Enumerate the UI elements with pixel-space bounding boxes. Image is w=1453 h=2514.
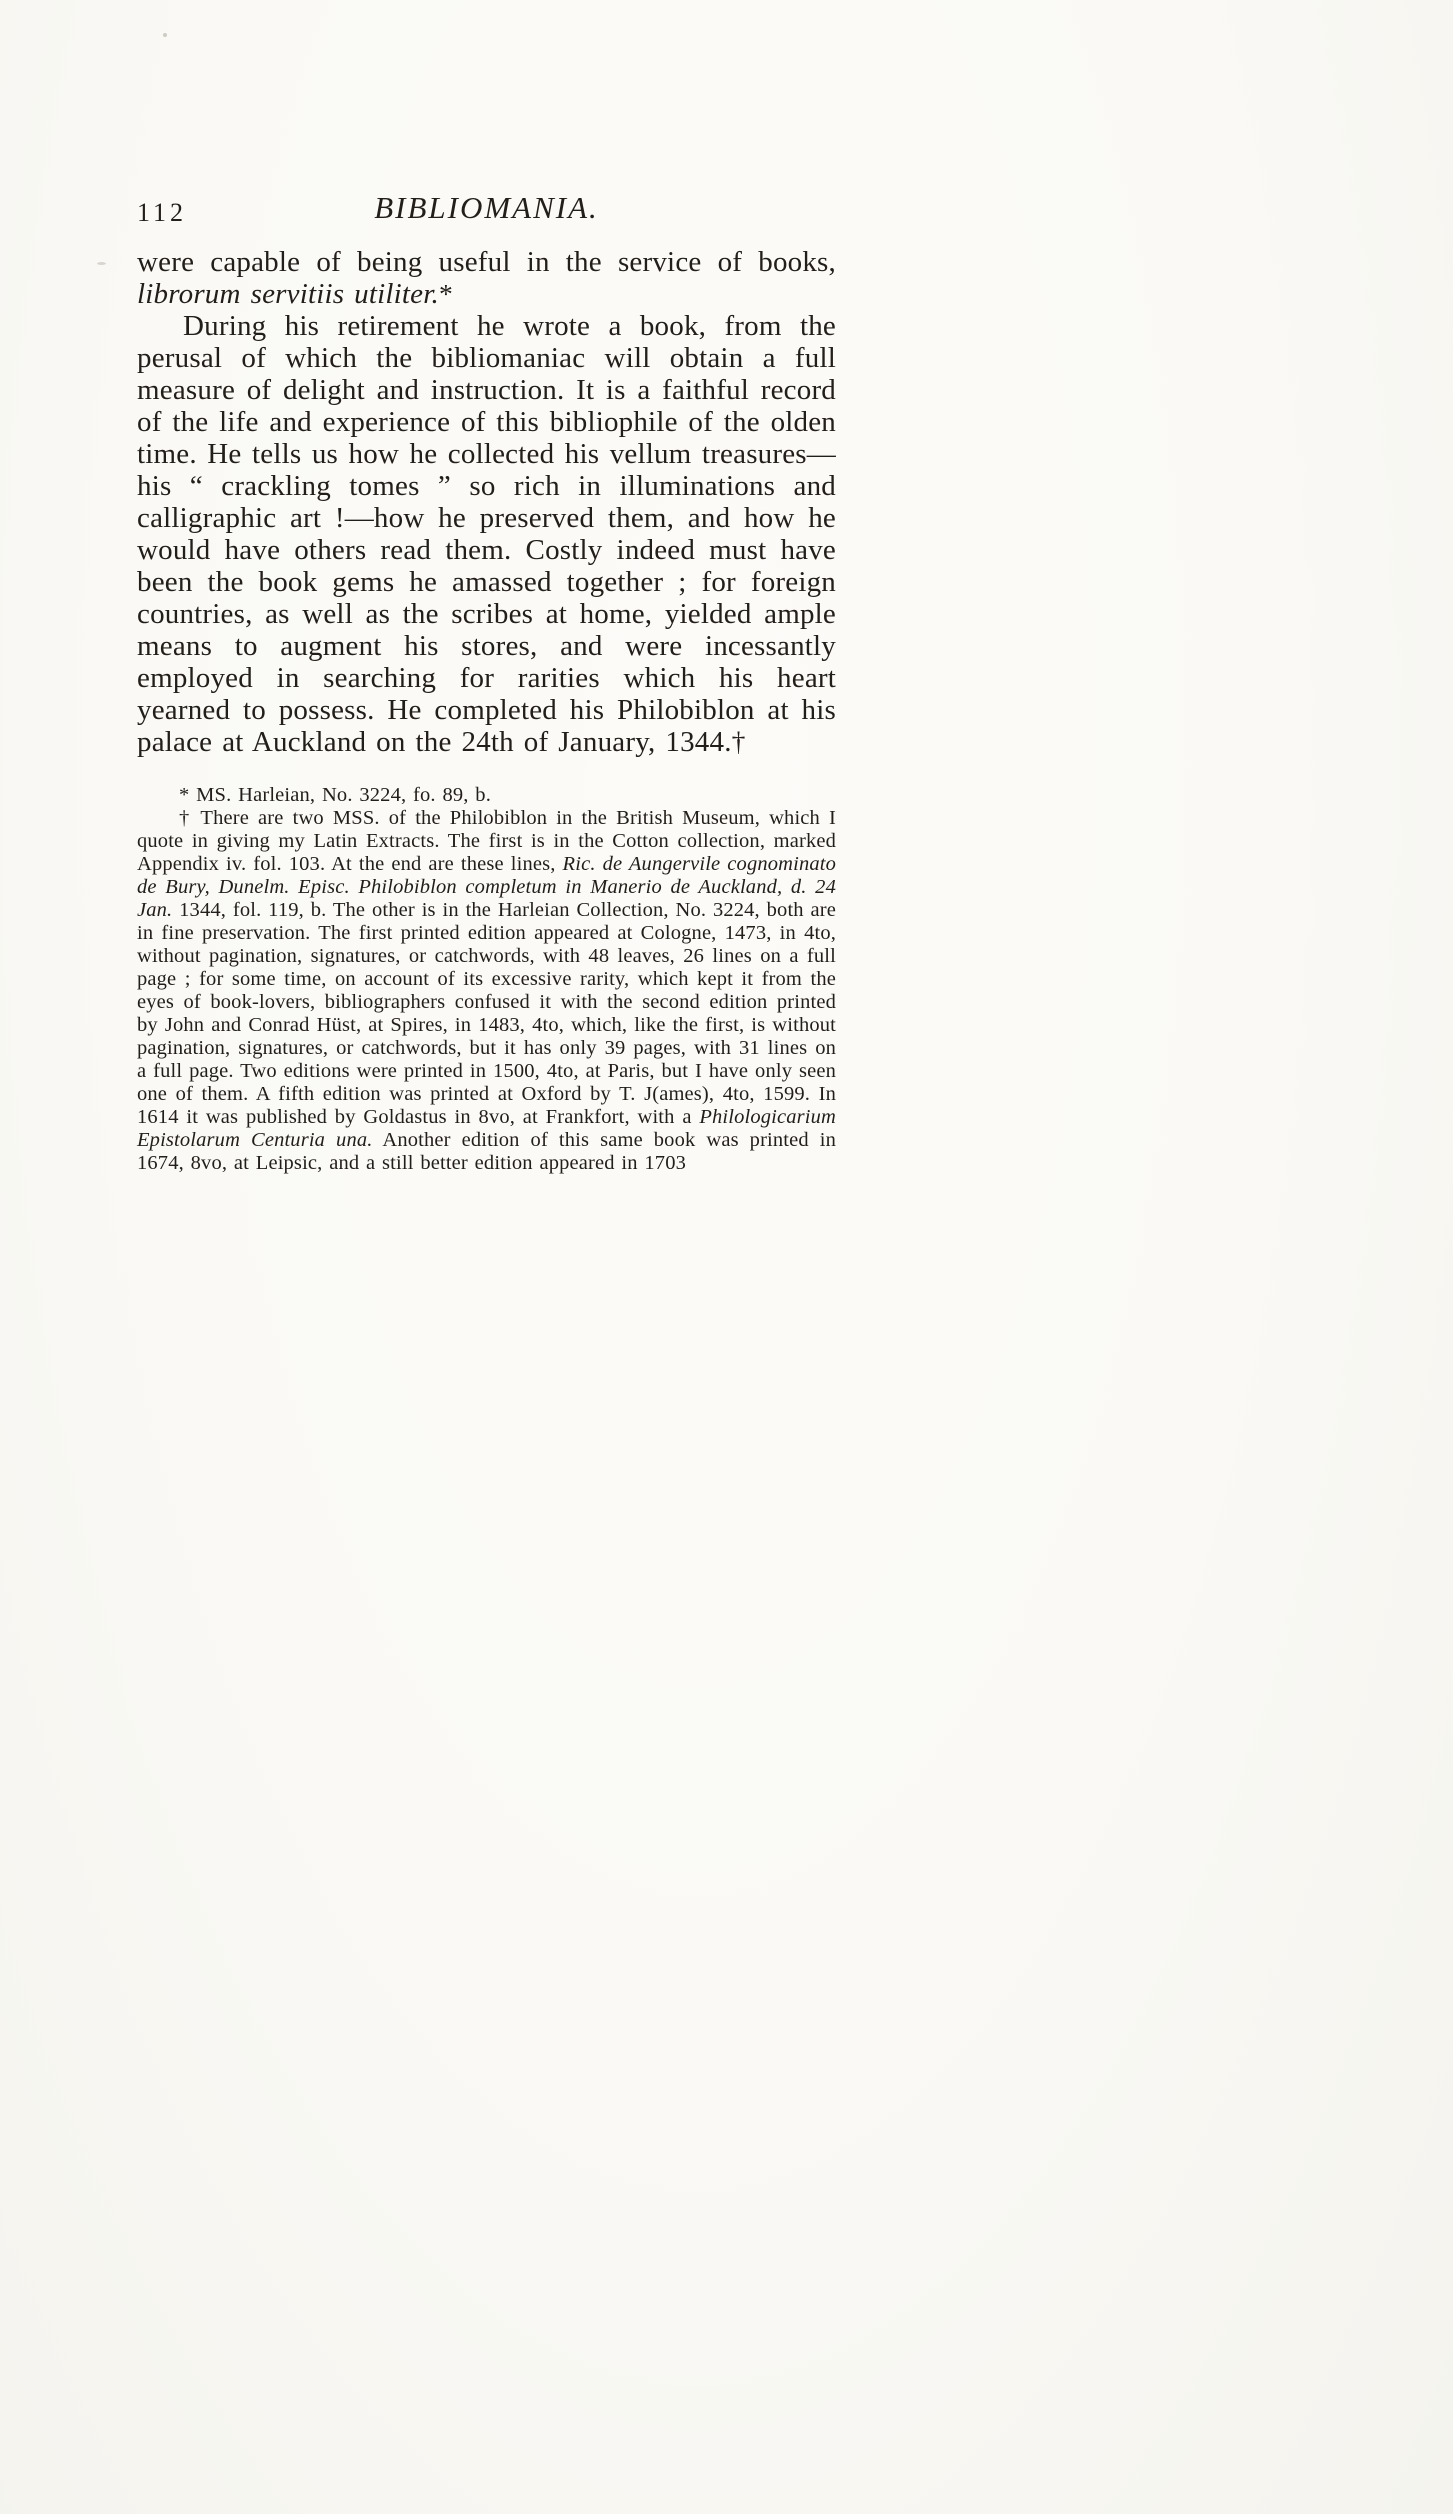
text-column [137,190,836,1175]
paragraph-text: During his retirement he wrote a book, from the perusal of which the bibliomaniac will obtain a full measure of delight and instruction. It is a faithful record of the life and experience of this bibliophile of the olden time. He tells us how he collected his vellum treasures—his “ crackling tomes ” so rich in illuminations and calligraphic art !—how he preserved them, and how he would have others read them. Costly indeed must have been the book gems he amassed together ; for foreign countries, as well as the scribes at home, yielded ample means to augment his stores, and were incessantly employed in searching for rarities which his heart yearned to possess. He completed his Philobiblon at his palace at Auckland on the 24th of January, 1344. [137,310,836,758]
scan-speck [97,262,106,265]
footnote-text: 1344, fol. 119, b. The other is in the Harleian Collection, No. 3224, both are in fine preservation. The first printed edition appeared at Cologne, 1473, in 4to, without pagination, signatures, or catchwords, with 48 leaves, 26 lines on a full page ; for some time, on account of its excessive rarity, which kept it from the eyes of book-lovers, bibliographers confused it with the second edition printed by John and Conrad Hüst, at Spires, in 1483, 4to, which, like the first, is without pagination, signatures, or catchwords, but it has only 39 pages, with 31 lines on a full page. Two editions were printed in 1500, 4to, at Paris, but I have only seen one of them. A fifth edition was printed at Oxford by T. J(ames), 4to, 1599. In 1614 it was published by Goldastus in 8vo, at Frankfort, with a [137,899,836,1128]
footnote-text: * MS. Harleian, No. 3224, fo. 89, b. [179,784,491,806]
latin-phrase: Philologicarium Epistolarum Centuria una. [137,1106,836,1151]
latin-phrase: librorum servitiis utiliter. [137,278,439,310]
footnote-text: † There are two MSS. of the Philobiblon in the British Museum, which I quote in giving my Latin Extracts. The first is in the Cotton collection, marked Appendix iv. fol. 103. At the end are these lines, [137,807,836,875]
footnotes-section [137,784,836,1175]
footnote-marker-asterisk: * [438,278,453,309]
main-text [137,246,836,758]
footnote-text: Another edition of this same book was printed in 1674, 8vo, at Leipsic, and a still better edition appeared in 1703 [137,1129,837,1174]
paragraph-text: were capable of being useful in the service of books, [137,246,836,278]
footnote-2 [137,807,836,1175]
footnote-marker-dagger: † [731,726,746,757]
footnote-1 [137,784,836,807]
latin-phrase: Ric. de Aungervile cognominato de Bury, Dunelm. Episc. Philobiblon completum in Manerio de Auckland, d. 24 Jan. [137,853,837,921]
paragraph-continuation [137,246,836,310]
running-head [137,190,836,230]
scan-speck [163,33,167,37]
running-title: BIBLIOMANIA. [374,190,599,225]
paragraph [137,310,836,758]
page-number: 112 [137,198,188,227]
